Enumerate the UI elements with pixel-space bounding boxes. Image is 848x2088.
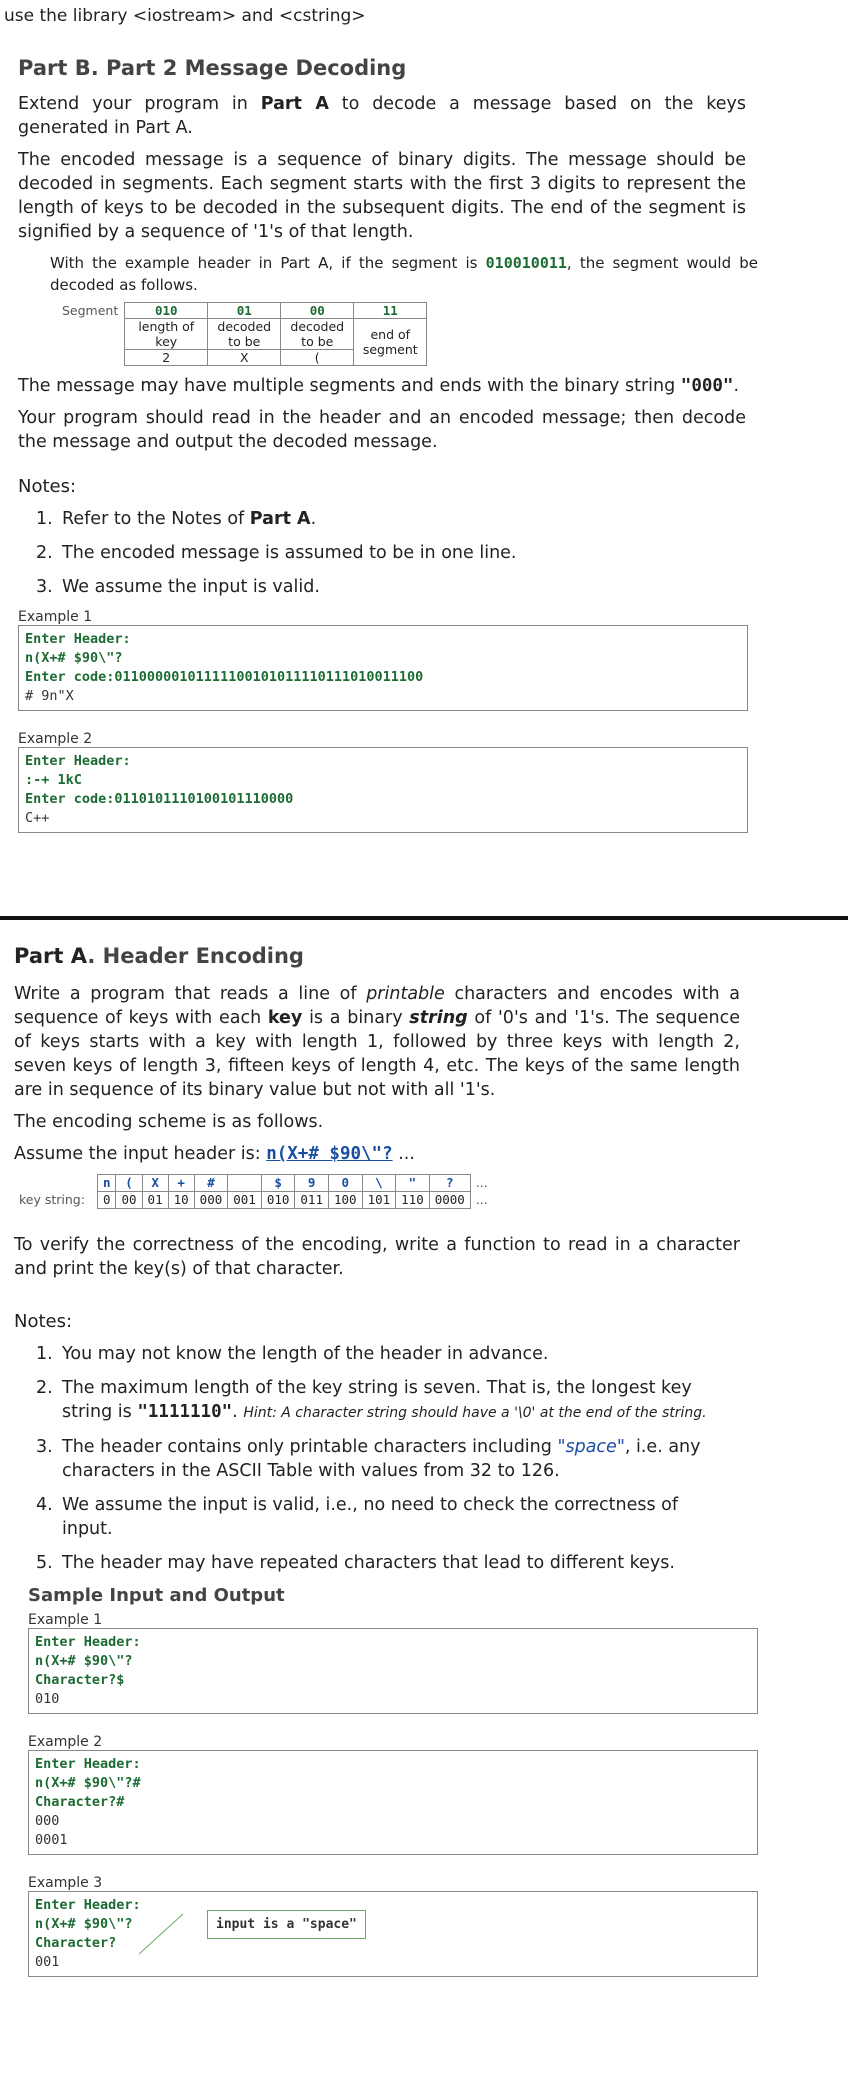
top-instruction: use the library <iostream> and <cstring> (4, 6, 366, 26)
terminal-line: n(X+# $90\"? (35, 1916, 133, 1932)
key-more: ... (475, 1175, 488, 1190)
part-a-verify: To verify the correctness of the encoding, write a function to read in a character and print the key(s) of that character. (14, 1235, 740, 1279)
key-char: n (97, 1175, 116, 1192)
part-b-section (18, 56, 758, 833)
key-value: 00 (116, 1192, 142, 1209)
key-value: 10 (168, 1192, 194, 1209)
segment-code: 010 (125, 303, 208, 319)
part-a-example-1-label: Example 1 (28, 1612, 103, 1628)
terminal-line: n(X+# $90\"? (35, 1653, 133, 1669)
key-char: ? (429, 1175, 470, 1192)
segment-meaning: length of key (125, 319, 208, 350)
terminal-line: :-+ 1kC (25, 772, 82, 788)
space-callout: input is a "space" (207, 1910, 366, 1939)
part-a-note: 5. The header may have repeated characters that lead to different keys. (36, 1553, 675, 1573)
segment-code: 11 (354, 303, 427, 319)
key-char (228, 1175, 262, 1192)
segment-meaning: end of segment (354, 319, 427, 366)
part-b-example-2-label: Example 2 (18, 731, 93, 747)
segment-value: ( (281, 350, 354, 366)
key-char: ( (116, 1175, 142, 1192)
part-b-segments-description: The encoded message is a sequence of binary digits. The message should be decoded in segments. Each segment starts with the first 3 digits to represent the length of keys to be decoded in the subsequent digits. The end of the segment is signified by a sequence of '1's of that length. (18, 150, 746, 242)
part-a-example-3-label: Example 3 (28, 1875, 103, 1891)
callout-pointer (139, 1908, 189, 1958)
terminal-line: Enter Header: (25, 753, 131, 769)
part-b-notes-list (28, 507, 746, 599)
terminal-line: Enter code:0110101110100101110000 (25, 791, 294, 807)
terminal-line: Character?# (35, 1794, 125, 1810)
key-value: 100 (328, 1192, 362, 1209)
part-b-multi-segment: The message may have multiple segments and ends with the binary string "000". (18, 376, 740, 396)
part-a-note: 2. The maximum length of the key string is seven. That is, the longest key string is "1111110". Hint: A character string should have a '\0' at the end of the string. (36, 1378, 707, 1422)
segment-code: 01 (208, 303, 281, 319)
part-a-title: Part A. Header Encoding (14, 944, 304, 968)
part-b-notes-title: Notes: (18, 476, 77, 497)
part-b-task: Your program should read in the header and an encoded message; then decode the message and output the decoded message. (18, 408, 746, 452)
key-value: 010 (261, 1192, 295, 1209)
part-a-example-2-terminal (28, 1750, 758, 1855)
part-b-example-description: With the example header in Part A, if the segment is 010010011, the segment would be decoded as follows. (50, 254, 758, 294)
part-a-assume-header: Assume the input header is: n(X+# $90\"? ... (14, 1144, 415, 1164)
part-a-example-2-label: Example 2 (28, 1734, 103, 1750)
key-value: 01 (142, 1192, 168, 1209)
key-char: 9 (295, 1175, 329, 1192)
part-b-note: 3. We assume the input is valid. (36, 577, 320, 597)
key-char: $ (261, 1175, 295, 1192)
segment-meaning: decoded to be (281, 319, 354, 350)
terminal-line: 000 (35, 1813, 60, 1829)
key-more: ... (475, 1192, 488, 1207)
terminal-line: n(X+# $90\"?# (35, 1775, 141, 1791)
terminal-line: Enter Header: (35, 1756, 141, 1772)
key-value: 000 (194, 1192, 228, 1209)
terminal-line: Enter Header: (25, 631, 131, 647)
terminal-line: 001 (35, 1954, 60, 1970)
terminal-line: Enter Header: (35, 1634, 141, 1650)
part-a-notes-list (28, 1342, 728, 1575)
key-value: 110 (396, 1192, 430, 1209)
key-table-spacer (14, 1175, 97, 1192)
part-a-note: 3. The header contains only printable characters including "space", i.e. any characters in the ASCII Table with values from 32 to 126. (36, 1437, 701, 1481)
key-char: 0 (328, 1175, 362, 1192)
part-b-example-1-label: Example 1 (18, 609, 93, 625)
key-value: 0000 (429, 1192, 470, 1209)
segment-meaning: decoded to be (208, 319, 281, 350)
segment-value: 2 (125, 350, 208, 366)
sample-title: Sample Input and Output (28, 1585, 285, 1606)
part-a-section (14, 944, 740, 1977)
part-b-note: 1. Refer to the Notes of Part A. (36, 509, 317, 529)
key-char: \ (362, 1175, 396, 1192)
key-value: 0 (97, 1192, 116, 1209)
terminal-line: Enter Header: (35, 1897, 141, 1913)
terminal-line: n(X+# $90\"? (25, 650, 123, 666)
part-b-title: Part B. Part 2 Message Decoding (18, 56, 407, 80)
key-char: # (194, 1175, 228, 1192)
segment-table-wrap (56, 302, 746, 366)
key-char: X (142, 1175, 168, 1192)
part-a-example-1-terminal (28, 1628, 758, 1714)
key-value: 001 (228, 1192, 262, 1209)
terminal-line: Character?$ (35, 1672, 125, 1688)
key-string-label: key string: (19, 1192, 85, 1207)
key-char: + (168, 1175, 194, 1192)
key-table (14, 1174, 493, 1209)
terminal-line: 010 (35, 1691, 60, 1707)
key-char: " (396, 1175, 430, 1192)
part-b-note: 2. The encoded message is assumed to be in one line. (36, 543, 517, 563)
part-a-notes-title: Notes: (14, 1311, 73, 1332)
segment-table (56, 302, 427, 366)
part-a-example-3-terminal (28, 1891, 758, 1977)
part-a-description: Write a program that reads a line of printable characters and encodes with a sequence of keys with each key is a binary string of '0's and '1's. The sequence of keys starts with a key with length 1, followed by three keys with length 2, seven keys of length 3, fifteen keys of length 4, etc. The keys of the same length are in sequence of its binary value but not with all '1's. (14, 984, 740, 1100)
terminal-line: # 9n"X (25, 688, 74, 704)
segment-code: 00 (281, 303, 354, 319)
part-a-scheme-intro: The encoding scheme is as follows. (14, 1112, 324, 1132)
segment-value: X (208, 350, 281, 366)
terminal-line: Enter code:01100000101111100101011110111010011100 (25, 669, 424, 685)
section-divider (0, 916, 848, 920)
part-a-note: 4. We assume the input is valid, i.e., no need to check the correctness of input. (36, 1495, 679, 1539)
part-b-example-2-terminal (18, 747, 748, 833)
key-table-wrap (14, 1174, 740, 1209)
segment-label: Segment (62, 302, 119, 318)
part-b-example-1-terminal (18, 625, 748, 711)
part-a-note: 1. You may not know the length of the header in advance. (36, 1344, 549, 1364)
part-b-intro: Extend your program in Part A to decode a message based on the keys generated in Part A. (18, 94, 746, 138)
key-value: 101 (362, 1192, 396, 1209)
terminal-line: Character? (35, 1935, 117, 1951)
terminal-line: C++ (25, 810, 50, 826)
key-value: 011 (295, 1192, 329, 1209)
terminal-line: 0001 (35, 1832, 68, 1848)
